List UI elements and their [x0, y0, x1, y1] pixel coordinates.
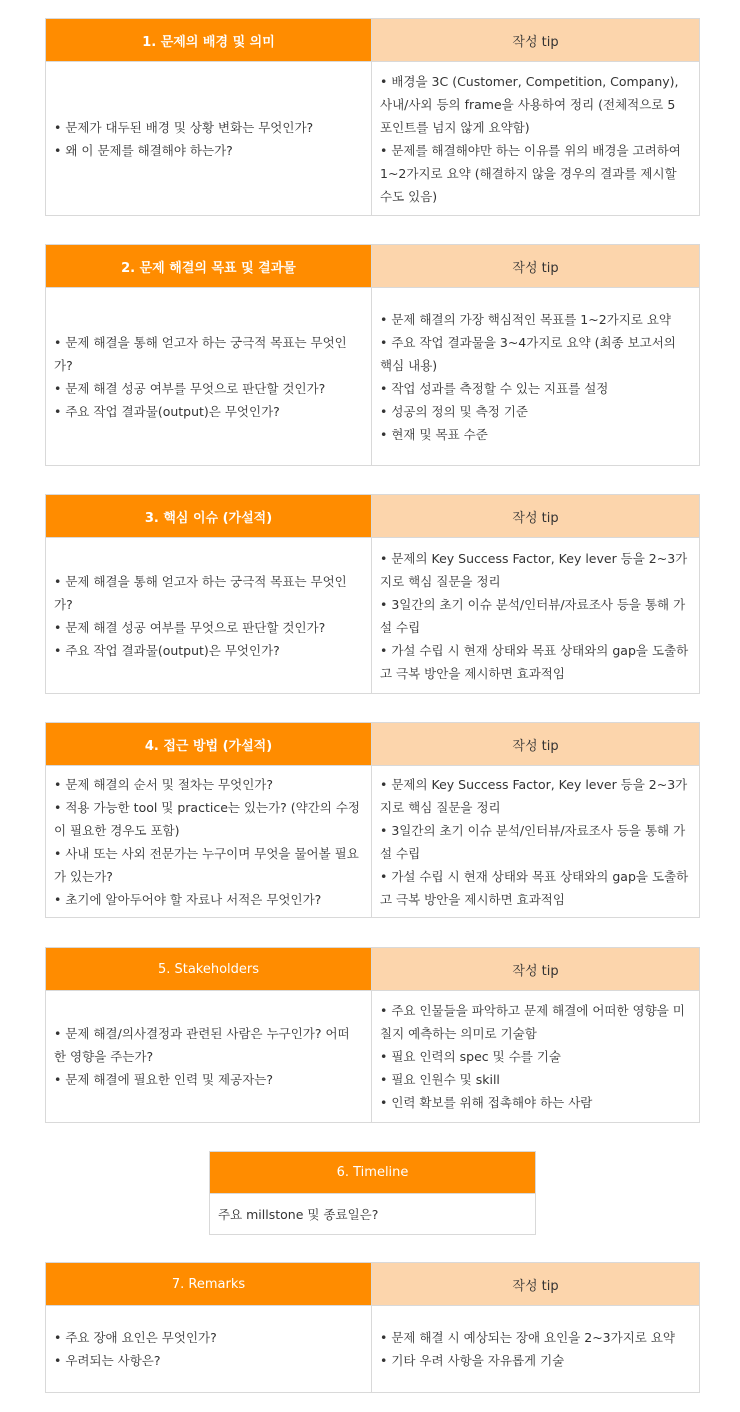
section-3-tips [372, 538, 700, 694]
question-item: • 문제가 대두된 배경 및 상황 변화는 무엇인가? [54, 119, 314, 135]
question-item: • 문제 해결을 통해 얻고자 하는 궁극적 목표는 무엇인가? [54, 573, 347, 612]
tip-item: • 가설 수립 시 현재 상태와 목표 상태와의 gap을 도출하고 극복 방안을 제시하면 효과적임 [380, 642, 689, 681]
question-item: • 문제 해결/의사결정과 관련된 사람은 누구인가? 어떠한 영향을 주는가? [54, 1026, 350, 1064]
remarks-tip-header: 작성 tip [372, 1263, 700, 1306]
tip-item: • 문제 해결의 가장 핵심적인 목표를 1~2가지로 요약 [380, 311, 671, 327]
section-5-title: 5. Stakeholders [46, 948, 372, 991]
section-2-tip-header: 작성 tip [372, 245, 700, 288]
section-2-title: 2. 문제 해결의 목표 및 결과물 [46, 245, 372, 288]
tip-item: • 기타 우려 사항을 자유롭게 기술 [380, 1353, 565, 1368]
section-1-tips [372, 62, 700, 216]
question-item: • 문제 해결 성공 여부를 무엇으로 판단할 것인가? [54, 619, 326, 635]
tip-item: • 현재 및 목표 수준 [380, 426, 488, 442]
section-5-table [45, 947, 700, 1123]
tip-item: • 인력 확보를 위해 접촉해야 하는 사람 [380, 1095, 593, 1110]
tip-item: • 문제의 Key Success Factor, Key lever 등을 2~3가지로 핵심 질문을 정리 [380, 776, 688, 815]
section-5-tip-header: 작성 tip [372, 948, 700, 991]
tip-item: • 작업 성과를 측정할 수 있는 지표를 설정 [380, 380, 609, 396]
section-1-questions [46, 62, 372, 216]
section-2-tips [372, 288, 700, 466]
tip-item: • 문제의 Key Success Factor, Key lever 등을 2~3가지로 핵심 질문을 정리 [380, 550, 688, 589]
section-4-questions [46, 766, 372, 918]
section-1-tip-header: 작성 tip [372, 19, 700, 62]
timeline-table [209, 1151, 536, 1235]
question-item: • 사내 또는 사외 전문가는 누구이며 무엇을 물어볼 필요가 있는가? [54, 845, 359, 884]
question-item: • 초기에 알아두어야 할 자료나 서적은 무엇인가? [54, 891, 322, 907]
section-4-tips [372, 766, 700, 918]
section-5-questions [46, 991, 372, 1123]
question-item: • 주요 작업 결과물(output)은 무엇인가? [54, 403, 280, 419]
section-3-title: 3. 핵심 이슈 (가설적) [46, 495, 372, 538]
remarks-tips [372, 1306, 700, 1393]
section-2-table [45, 244, 700, 466]
timeline-title: 6. Timeline [210, 1152, 536, 1194]
section-1-table [45, 18, 700, 216]
section-4-table [45, 722, 700, 918]
tip-item: • 필요 인원수 및 skill [380, 1072, 500, 1087]
question-item: • 주요 작업 결과물(output)은 무엇인가? [54, 642, 280, 658]
question-item: • 문제 해결의 순서 및 절차는 무엇인가? [54, 776, 273, 792]
section-3-tip-header: 작성 tip [372, 495, 700, 538]
remarks-table [45, 1262, 700, 1393]
question-item: • 우려되는 사항은? [54, 1353, 161, 1368]
tip-item: • 배경을 3C (Customer, Competition, Company), 사내/사외 등의 frame을 사용하여 정리 (전체적으로 5 포인트를 넘지 않게 요약함) [380, 73, 679, 135]
section-1-title: 1. 문제의 배경 및 의미 [46, 19, 372, 62]
question-item: • 문제 해결 성공 여부를 무엇으로 판단할 것인가? [54, 380, 326, 396]
section-4-tip-header: 작성 tip [372, 723, 700, 766]
tip-item: • 가설 수립 시 현재 상태와 목표 상태와의 gap을 도출하고 극복 방안을 제시하면 효과적임 [380, 868, 689, 907]
tip-item: • 성공의 정의 및 측정 기준 [380, 403, 528, 419]
timeline-question: 주요 millstone 및 종료일은? [210, 1194, 536, 1235]
tip-item: • 3일간의 초기 이슈 분석/인터뷰/자료조사 등을 통해 가설 수립 [380, 596, 686, 635]
tip-item: • 문제를 해결해야만 하는 이유를 위의 배경을 고려하여 1~2가지로 요약 (해결하지 않을 경우의 결과를 제시할 수도 있음) [380, 142, 681, 204]
tip-item: • 문제 해결 시 예상되는 장애 요인을 2~3가지로 요약 [380, 1330, 675, 1345]
section-3-questions [46, 538, 372, 694]
tip-item: • 필요 인력의 spec 및 수를 기술 [380, 1049, 561, 1064]
section-5-tips [372, 991, 700, 1123]
section-4-title: 4. 접근 방법 (가설적) [46, 723, 372, 766]
question-item: • 주요 장애 요인은 무엇인가? [54, 1330, 217, 1345]
remarks-title: 7. Remarks [46, 1263, 372, 1306]
question-item: • 문제 해결을 통해 얻고자 하는 궁극적 목표는 무엇인가? [54, 334, 347, 373]
question-item: • 문제 해결에 필요한 인력 및 제공자는? [54, 1072, 273, 1087]
remarks-questions [46, 1306, 372, 1393]
question-item: • 적용 가능한 tool 및 practice는 있는가? (약간의 수정이 필요한 경우도 포함) [54, 799, 361, 838]
tip-item: • 3일간의 초기 이슈 분석/인터뷰/자료조사 등을 통해 가설 수립 [380, 822, 686, 861]
section-2-questions [46, 288, 372, 466]
tip-item: • 주요 작업 결과물을 3~4가지로 요약 (최종 보고서의 핵심 내용) [380, 334, 676, 373]
tip-item: • 주요 인물들을 파악하고 문제 해결에 어떠한 영향을 미칠지 예측하는 의미로 기술함 [380, 1003, 685, 1041]
question-item: • 왜 이 문제를 해결해야 하는가? [54, 142, 233, 158]
section-3-table [45, 494, 700, 694]
